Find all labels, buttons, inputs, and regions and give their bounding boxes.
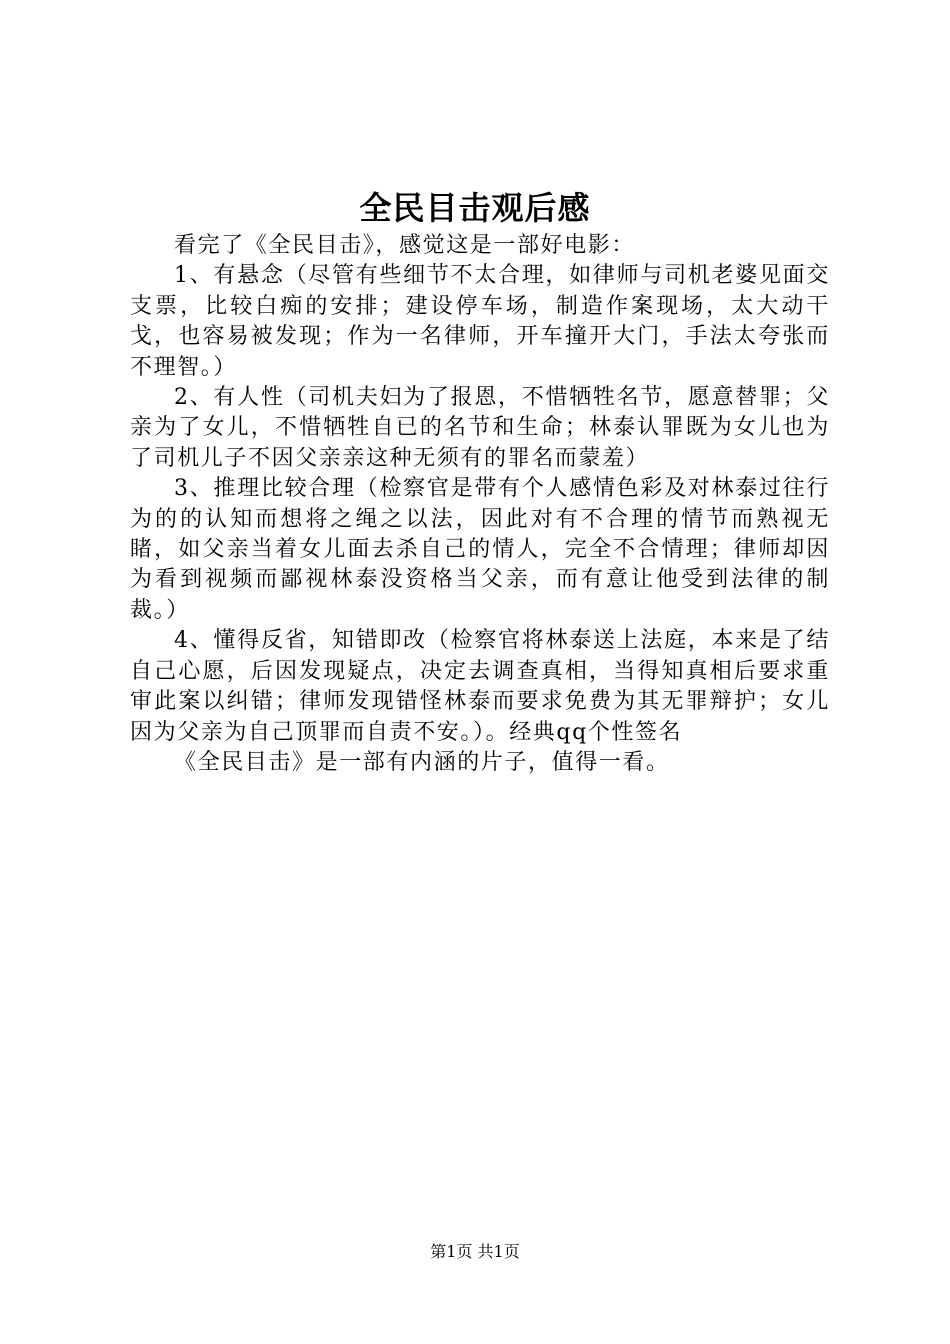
- document-body: [130, 231, 830, 778]
- page-title: 全民目击观后感: [359, 189, 591, 227]
- paragraph-point-1: 1、有悬念（尽管有些细节不太合理，如律师与司机老婆见面交支票，比较白痴的安排；建设停车场，制造作案现场，太大动干戈，也容易被发现；作为一名律师，开车撞开大门，手法太夸张而不理智。）: [130, 263, 830, 380]
- paragraph-point-2: 2、有人性（司机夫妇为了报恩，不惜牺牲名节，愿意替罪；父亲为了女儿，不惜牺牲自已的名节和生命；林泰认罪既为女儿也为了司机儿子不因父亲亲这种无须有的罪名而蒙羞）: [130, 385, 830, 471]
- paragraph-conclusion: 《全民目击》是一部有内涵的片子，值得一看。: [174, 749, 670, 775]
- page-number-footer: 第1页 共1页: [430, 1242, 520, 1261]
- paragraph-intro: 看完了《全民目击》，感觉这是一部好电影：: [174, 233, 636, 258]
- paragraph-point-3: 3、推理比较合理（检察官是带有个人感情色彩及对林泰过往行为的的认知而想将之绳之以法，因此对有不合理的情节而熟视无睹，如父亲当着女儿面去杀自己的情人，完全不合情理；律师却因为看到视频而鄙视林泰没资格当父亲，而有意让他受到法律的制裁。）: [130, 476, 830, 623]
- paragraph-point-4: 4、懂得反省，知错即改（检察官将林泰送上法庭，本来是了结自己心愿，后因发现疑点，决定去调查真相，当得知真相后要求重审此案以纠错；律师发现错怪林泰而要求免费为其无罪辩护；女儿因为父亲为自己顶罪而自责不安。）。经典qq个性签名: [130, 628, 830, 745]
